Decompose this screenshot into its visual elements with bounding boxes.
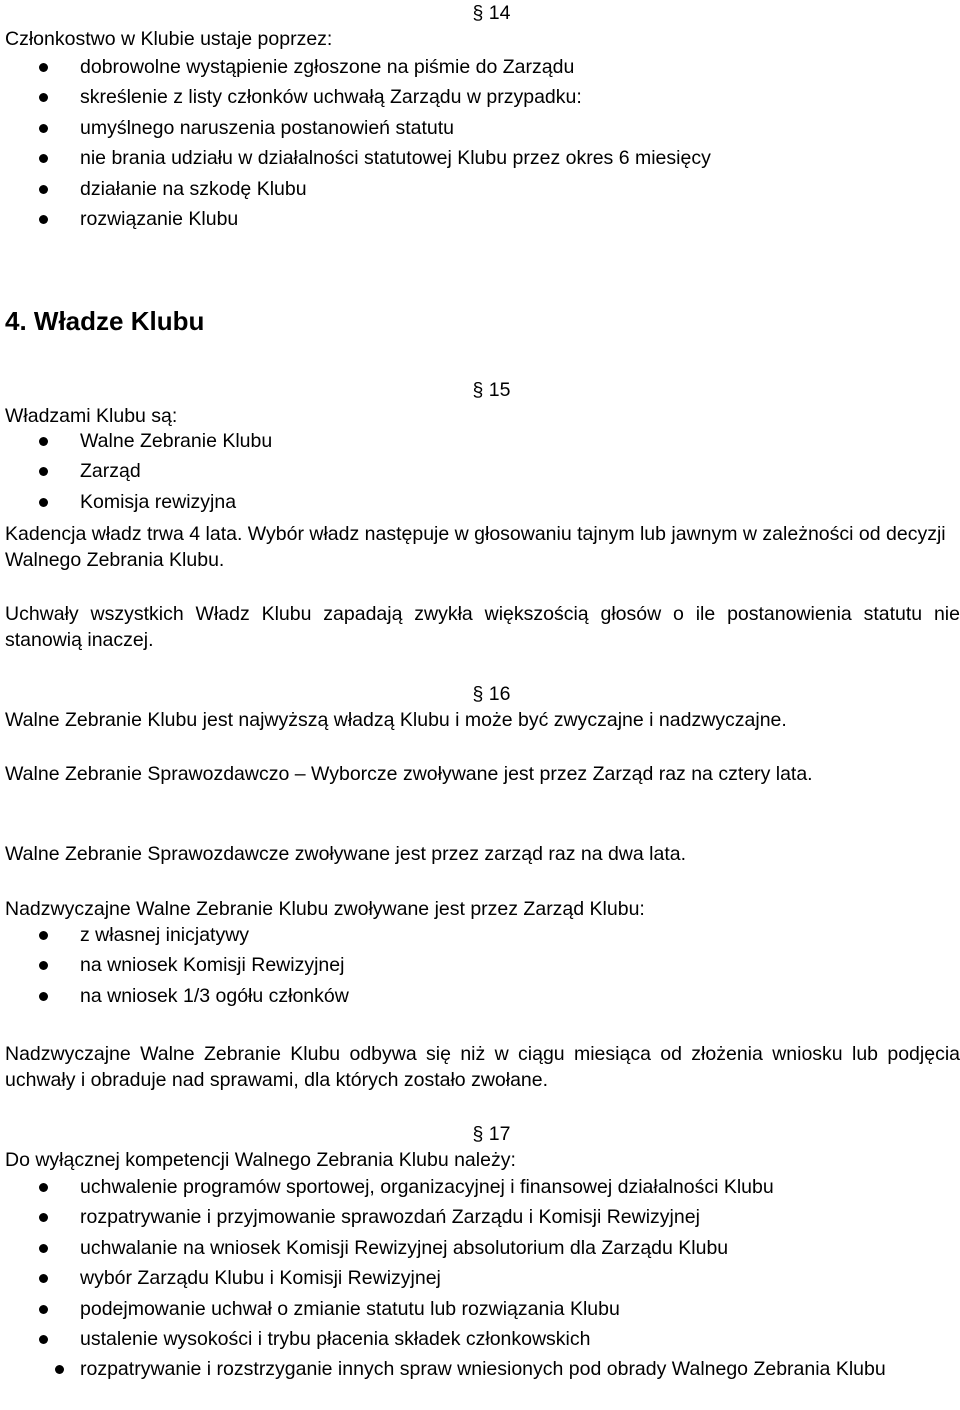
list-item: podejmowanie uchwał o zmianie statutu lub rozwiązania Klubu [0, 1294, 960, 1324]
s15-list [0, 426, 960, 517]
list-item: nie brania udziału w działalności statutowej Klubu przez okres 6 miesięcy [0, 143, 960, 173]
list-item: uchwalenie programów sportowej, organizacyjnej i finansowej działalności Klubu [0, 1172, 960, 1202]
bullet-icon [39, 154, 48, 163]
bullet-icon [39, 1213, 48, 1222]
list-item: wybór Zarządu Klubu i Komisji Rewizyjnej [0, 1263, 960, 1293]
bullet-icon [39, 215, 48, 224]
s16-paragraph-reporting-meeting: Walne Zebranie Sprawozdawcze zwoływane jest przez zarząd raz na dwa lata. [5, 843, 687, 865]
bullet-icon [39, 498, 48, 507]
list-item: działanie na szkodę Klubu [0, 174, 960, 204]
bullet-icon [39, 992, 48, 1001]
list-item: rozpatrywanie i przyjmowanie sprawozdań Zarządu i Komisji Rewizyjnej [0, 1202, 960, 1232]
chapter-heading: 4. Władze Klubu [5, 306, 205, 336]
bullet-icon [39, 1244, 48, 1253]
bullet-icon [39, 185, 48, 194]
bullet-icon [39, 1183, 48, 1192]
s16-paragraph-electoral-meeting: Walne Zebranie Sprawozdawczo – Wyborcze zwoływane jest przez Zarząd raz na cztery lata. [5, 763, 813, 785]
s15-paragraph-term: Kadencja władz trwa 4 lata. Wybór władz następuje w głosowaniu tajnym lub jawnym w zależności od decyzji Walnego Zebrania Klubu. [5, 523, 946, 571]
list-item: ustalenie wysokości i trybu płacenia składek członkowskich [0, 1324, 960, 1354]
bullet-icon [39, 63, 48, 72]
s16-paragraph-extraordinary-meeting: Nadzwyczajne Walne Zebranie Klubu zwoływane jest przez Zarząd Klubu: [5, 898, 645, 920]
s17-list [0, 1172, 960, 1384]
bullet-icon [39, 1274, 48, 1283]
section-number-14: § 14 [472, 2, 511, 24]
bullet-icon [39, 437, 48, 446]
s14-intro: Członkostwo w Klubie ustaje poprzez: [5, 28, 333, 50]
s15-paragraph-resolutions: Uchwały wszystkich Władz Klubu zapadają zwykła większością głosów o ile postanowienia statutu nie stanowią inaczej. [5, 603, 960, 651]
list-item: Zarząd [0, 456, 960, 486]
bullet-icon [39, 467, 48, 476]
list-item: rozwiązanie Klubu [0, 204, 960, 234]
s16-paragraph-general-meeting: Walne Zebranie Klubu jest najwyższą władzą Klubu i może być zwyczajne i nadzwyczajne. [5, 709, 787, 731]
list-item: rozpatrywanie i rozstrzyganie innych spraw wniesionych pod obrady Walnego Zebrania Klubu [0, 1354, 960, 1384]
list-item: na wniosek Komisji Rewizyjnej [0, 950, 960, 980]
list-item: z własnej inicjatywy [0, 920, 960, 950]
s16-list [0, 920, 960, 1011]
list-item: dobrowolne wystąpienie zgłoszone na piśmie do Zarządu [0, 52, 960, 82]
list-item: Komisja rewizyjna [0, 487, 960, 517]
s14-list [0, 52, 960, 234]
bullet-icon [39, 1335, 48, 1344]
bullet-icon [39, 931, 48, 940]
list-item: na wniosek 1/3 ogółu członków [0, 981, 960, 1011]
list-item: skreślenie z listy członków uchwałą Zarządu w przypadku: [0, 82, 960, 112]
bullet-icon [39, 93, 48, 102]
s15-intro: Władzami Klubu są: [5, 405, 178, 427]
section-number-15: § 15 [472, 379, 511, 401]
list-item: uchwalanie na wniosek Komisji Rewizyjnej absolutorium dla Zarządu Klubu [0, 1233, 960, 1263]
s17-intro: Do wyłącznej kompetencji Walnego Zebrania Klubu należy: [5, 1149, 516, 1171]
list-item: Walne Zebranie Klubu [0, 426, 960, 456]
section-number-16: § 16 [472, 683, 511, 705]
s16-paragraph-extraordinary-timing: Nadzwyczajne Walne Zebranie Klubu odbywa się niż w ciągu miesiąca od złożenia wniosku lub podjęcia uchwały i obraduje nad sprawami, dla których zostało zwołane. [5, 1043, 960, 1091]
bullet-icon [55, 1365, 64, 1374]
bullet-icon [39, 961, 48, 970]
bullet-icon [39, 1305, 48, 1314]
list-item: umyślnego naruszenia postanowień statutu [0, 113, 960, 143]
section-number-17: § 17 [472, 1123, 511, 1145]
bullet-icon [39, 124, 48, 133]
